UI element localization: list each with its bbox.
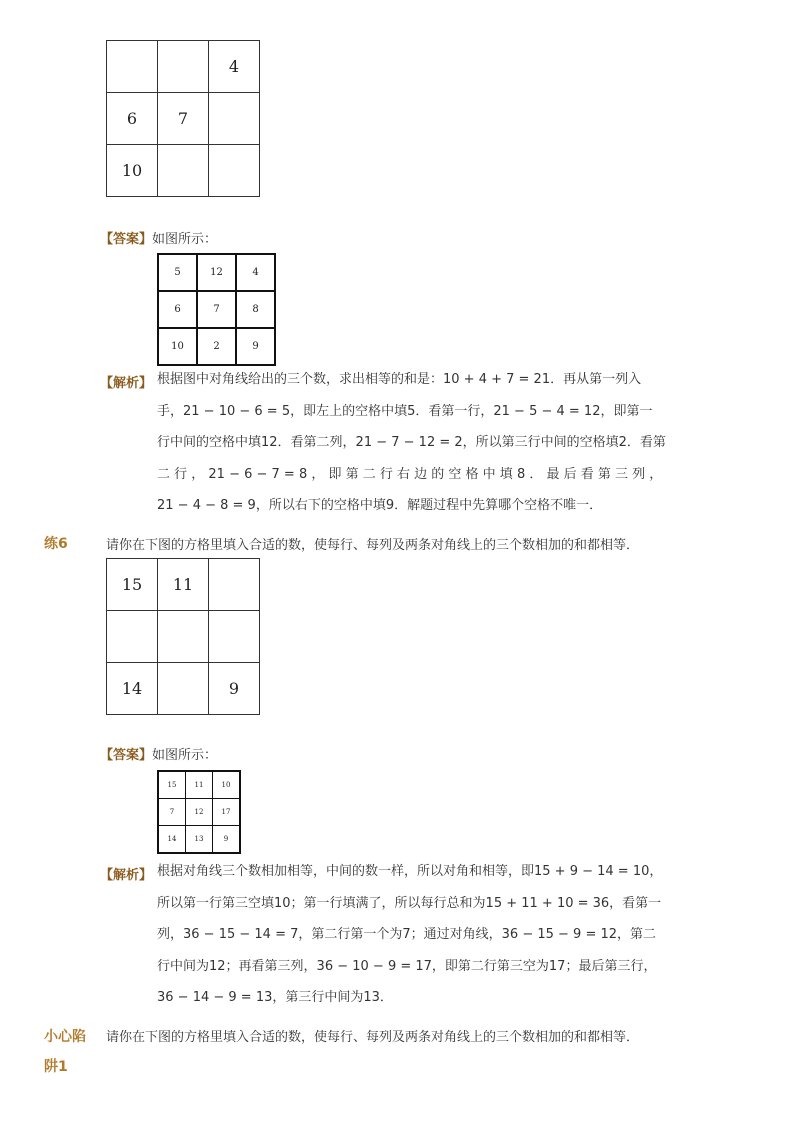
analysis-2 — [157, 856, 717, 1014]
exercise-text: 请你在下图的方格里填入合适的数，使每行、每列及两条对角线上的三个数相加的和都相等． — [106, 538, 640, 553]
grid-cell: 7 — [158, 93, 209, 145]
grid-cell: 12 — [186, 799, 213, 826]
answer-grid-1 — [157, 253, 276, 366]
grid-row — [107, 611, 260, 663]
grid-cell: 5 — [158, 254, 197, 291]
grid-row — [107, 663, 260, 715]
analysis-line: 36 − 14 − 9 = 13，第三行中间为13． — [157, 990, 393, 1005]
trap-label — [44, 1022, 86, 1082]
grid-row — [158, 771, 240, 799]
analysis-tag: 【解析】 — [100, 376, 153, 391]
grid-cell: 14 — [107, 663, 158, 715]
analysis-line: 行中间为12；再看第三列，36 − 10 − 9 = 17，即第二行第三空为17；最后第三行， — [157, 958, 657, 974]
grid-cell: 11 — [186, 771, 213, 799]
trap-label-line: 小心陷 — [44, 1029, 86, 1045]
analysis-tag-1 — [100, 372, 152, 391]
answer-tag: 【答案】 — [100, 748, 153, 763]
grid-row — [158, 328, 275, 365]
answer-line-2 — [100, 744, 217, 763]
answer-tag: 【答案】 — [100, 232, 153, 247]
grid-row — [158, 291, 275, 328]
grid-cell: 4 — [209, 41, 260, 93]
analysis-1 — [157, 364, 717, 522]
grid-row — [158, 799, 240, 826]
analysis-line: 手，21 − 10 − 6 = 5，即左上的空格中填5．看第一行，21 − 5 − 4 = 12，即第一 — [157, 403, 653, 419]
grid-row — [158, 826, 240, 854]
grid-cell — [158, 41, 209, 93]
trap-text: 请你在下图的方格里填入合适的数，使每行、每列及两条对角线上的三个数相加的和都相等． — [106, 1030, 640, 1045]
analysis-line: 根据对角线三个数相加相等，中间的数一样，所以对角和相等，即15 + 9 − 14 = 10， — [157, 864, 663, 879]
grid-cell: 14 — [158, 826, 186, 854]
grid-cell — [107, 41, 158, 93]
analysis-line: 21 − 4 − 8 = 9，所以右下的空格中填9．解题过程中先算哪个空格不唯一． — [157, 498, 603, 513]
grid-cell: 9 — [209, 663, 260, 715]
grid-cell: 10 — [158, 328, 197, 365]
grid-row — [107, 41, 260, 93]
grid-cell: 6 — [158, 291, 197, 328]
answer-text: 如图所示： — [152, 232, 218, 247]
grid-cell: 11 — [158, 559, 209, 611]
puzzle-grid-exercise6 — [106, 558, 260, 715]
analysis-tag: 【解析】 — [100, 868, 153, 883]
grid-cell: 7 — [197, 291, 236, 328]
grid-cell: 7 — [158, 799, 186, 826]
answer-line-1 — [100, 228, 217, 247]
grid-cell: 17 — [213, 799, 241, 826]
grid-cell: 8 — [236, 291, 275, 328]
grid-cell — [158, 145, 209, 197]
exercise-label: 练6 — [44, 536, 68, 552]
grid-cell — [158, 663, 209, 715]
grid-cell: 10 — [213, 771, 241, 799]
grid-row — [158, 254, 275, 291]
analysis-line: 二 行 ， 21 − 6 − 7 = 8 ， 即 第 二 行 右 边 的 空 格 中 填 8 ． 最 后 看 第 三 列 ， — [157, 466, 663, 482]
analysis-line: 所以第一行第三空填10；第一行填满了，所以每行总和为15 + 11 + 10 = 36，看第一 — [157, 895, 662, 911]
grid-cell — [158, 611, 209, 663]
grid-cell — [209, 611, 260, 663]
analysis-line: 列，36 − 15 − 14 = 7，第二行第一个为7；通过对角线，36 − 15 − 9 = 12，第二 — [157, 927, 657, 942]
grid-row — [107, 559, 260, 611]
grid-cell: 15 — [107, 559, 158, 611]
grid-row — [107, 93, 260, 145]
grid-cell — [209, 559, 260, 611]
grid-cell — [209, 93, 260, 145]
grid-cell: 12 — [197, 254, 236, 291]
grid-cell: 6 — [107, 93, 158, 145]
grid-cell: 9 — [213, 826, 241, 854]
grid-cell — [209, 145, 260, 197]
answer-text: 如图所示： — [152, 748, 218, 763]
grid-cell: 15 — [158, 771, 186, 799]
grid-cell: 9 — [236, 328, 275, 365]
grid-row — [107, 145, 260, 197]
grid-cell: 13 — [186, 826, 213, 854]
analysis-line: 行中间的空格中填12．看第二列，21 − 7 − 12 = 2，所以第三行中间的空格填2．看第 — [157, 435, 666, 450]
trap-label-line: 阱1 — [44, 1059, 68, 1075]
grid-cell: 4 — [236, 254, 275, 291]
grid-cell: 10 — [107, 145, 158, 197]
puzzle-grid-top — [106, 40, 260, 197]
grid-cell: 2 — [197, 328, 236, 365]
grid-cell — [107, 611, 158, 663]
answer-grid-2 — [157, 770, 241, 854]
analysis-line: 根据图中对角线给出的三个数，求出相等的和是：10 + 4 + 7 = 21．再从第一列入 — [157, 372, 642, 387]
analysis-tag-2 — [100, 864, 152, 883]
